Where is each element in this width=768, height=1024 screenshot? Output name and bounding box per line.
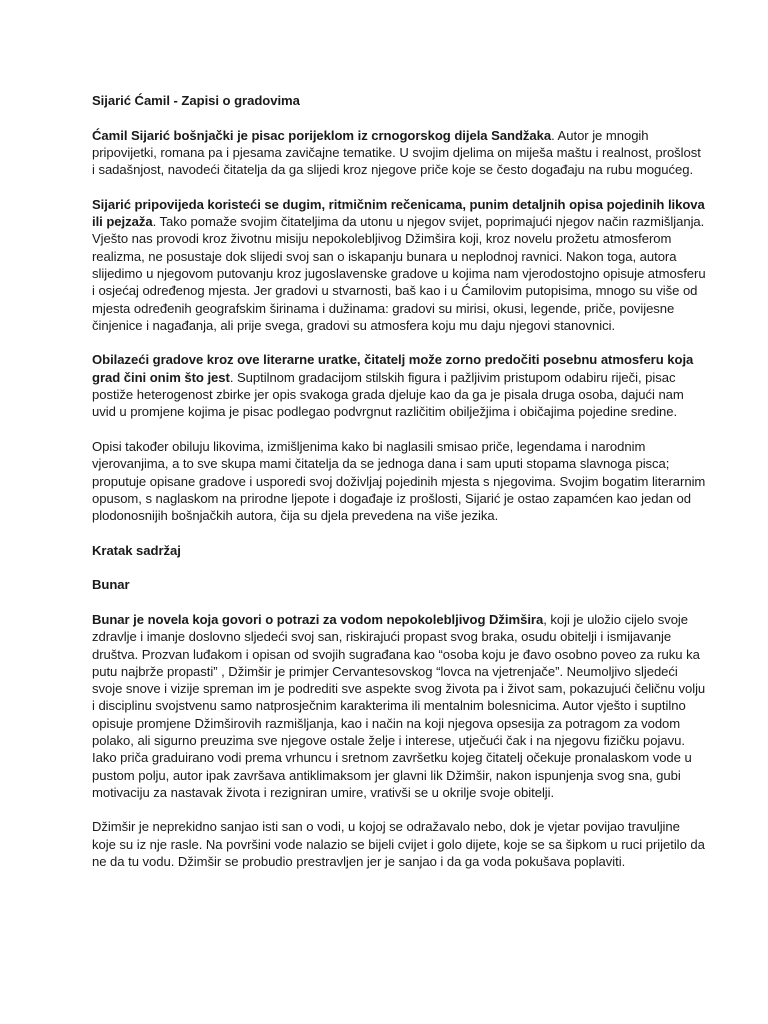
heading-summary: Kratak sadržaj — [92, 542, 181, 558]
paragraph-bunar-text: , koji je uložio cijelo svoje zdravlje i imanje doslovno sljedeći svoj san, riskirajući propast svog braka, osudu obitelji i ismijavanje društva. Prozvan luđakom i opisan od svojih sugrađana kao “osoba koju je đavo osobno poveo za ruku ka putu najbrže propasti” , Džimšir je primjer Cervantesovskog “lovca na vjetrenjače”. Neumoljivo sljedeći svoje snove i vizije spreman im je podrediti sve aspekte svog života pa i život sam, pokazujući čeličnu volju i disciplinu svojstvenu samo natprosječnim karakterima ili mentalnim bolesnicima. Autor vješto i suptilno opisuje promjene Džimširovih razmišljanja, kao i način na koji njegova opsesija za potragom za vodom polako, ali sigurno preuzima sve njegove ostale želje i interese, utječući čak i na njegovu fizičku pojavu. Iako priča graduirano vodi prema vrhuncu i sretnom završetku kojeg čitatelj očekuje pronalaskom vode u pustom polju, autor ipak završava antiklimaksom jer glavni lik Džimšir, nakon ispunjenja svog sna, gubi motivaciju za nastavak života i rezigniran umire, vrativši se u okrilje svoje obitelji. — [92, 611, 706, 800]
paragraph-style-text: . Tako pomaže svojim čitateljima da utonu u njegov svijet, poprimajući njegov način razmišljanja. Vješto nas provodi kroz životnu misiju nepokolebljivog Džimšira koji, kroz novelu prožetu atmosferom realizma, ne posustaje dok slijedi svoj san o iskapanju bunara u neplodnoj ravnici. Nakon toga, autora slijedimo u njegovom putovanju kroz jugoslavenske gradove u kojima nam vjerodostojno opisuje atmosferu i osjećaj određenog mjesta. Jer gradovi u stvarnosti, baš kao i u Ćamilovim putopisima, mnogo su više od mjesta određenih geografskim širinama i dužinama: gradovi su mirisi, okusi, legende, priče, povijesne činjenice i nagađanja, ali prije svega, gradovi su atmosfera koju mu daju njegovi stanovnici. — [92, 214, 706, 333]
paragraph-cities-bold: Obilazeći gradove kroz ove literarne uratke, čitatelj može zorno predočiti posebnu atmosferu koja grad čini onim što jest — [92, 352, 694, 385]
paragraph-cities — [92, 351, 706, 420]
paragraph-bunar-bold: Bunar je novela koja govori o potrazi za vodom nepokolebljivog Džimšira — [92, 611, 544, 627]
heading-bunar: Bunar — [92, 577, 130, 593]
document-title: Sijarić Ćamil - Zapisi o gradovima — [92, 93, 300, 108]
document-page — [92, 92, 706, 888]
paragraph-style — [92, 196, 706, 334]
paragraph-style-bold: Sijarić pripovijeda koristeći se dugim, ritmičnim rečenicama, punim detaljnih opisa pojedinih likova ili pejzaža — [92, 196, 705, 230]
paragraph-intro-text: . Autor je mnogih pripovijetki, romana pa i pjesama zavičajne tematike. U svojim djelima on miješa maštu i realnost, prošlost i sadašnjost, navodeći čitatelja da ga slijedi kroz njegove priče koje se često događaju na rubu mogućeg. — [92, 127, 701, 178]
paragraph-intro-bold: Ćamil Sijarić bošnjački je pisac porijeklom iz crnogorskog dijela Sandžaka — [92, 127, 552, 143]
paragraph-dream: Džimšir je neprekidno sanjao isti san o vodi, u kojoj se odražavalo nebo, dok je vjetar povijao travuljine koje su iz nje rasle. Na površini vode nalazio se bijeli cvijet i golo dijete, koje se sa šipkom u ruci prijetilo da ne da tu vodu. Džimšir se probudio prestravljen jer je sanjao i da ga voda pokušava poplaviti. — [92, 819, 705, 870]
paragraph-intro — [92, 127, 706, 179]
paragraph-cities-text: . Suptilnom gradacijom stilskih figura i pažljivim pristupom odabiru riječi, pisac postiže heterogenost zbirke jer opis svakoga grada djeluje kao da ga je pisala druga osoba, dajući nam uvid u promjene kojima je pisac podlegao podvrgnut različitim obilježjima i običajima pojedine sredine. — [92, 369, 684, 420]
paragraph-characters: Opisi također obiluju likovima, izmišljenima kako bi naglasili smisao priče, legendama i narodnim vjerovanjima, a to sve skupa mami čitatelja da se jednoga dana i sam uputi stopama slavnoga pisca; proputuje opisane gradove i usporedi svoj doživljaj pojedinih mjesta s njegovima. Svojim bogatim literarnim opusom, s naglaskom na prirodne ljepote i događaje iz prošlosti, Sijarić je ostao zapamćen kao jedan od plodonosnijih bošnjačkih autora, čija su djela prevedena na više jezika. — [92, 438, 706, 524]
paragraph-bunar — [92, 611, 706, 801]
